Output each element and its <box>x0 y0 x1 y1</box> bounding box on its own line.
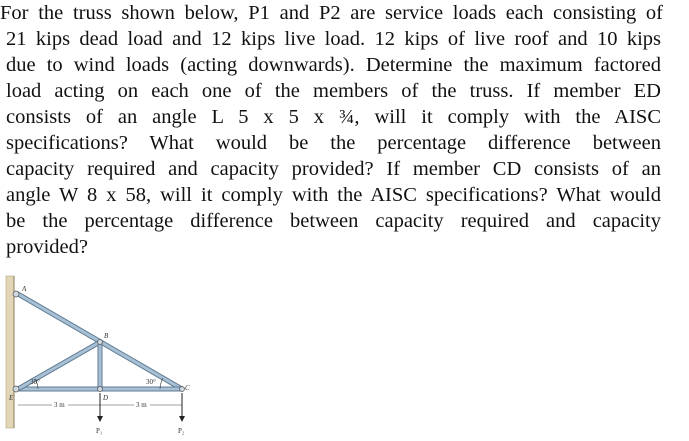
node-label-c: C <box>185 384 190 392</box>
problem-line: specifications? What would be the percentage difference between <box>6 132 661 154</box>
node-label-a: A <box>22 285 27 293</box>
problem-line: angle W 8 x 58, will it comply with the AISC specifications? What would <box>6 184 661 206</box>
pin-a <box>13 291 19 297</box>
truss-diagram <box>0 272 220 441</box>
dimension-label-right: 3 m <box>136 401 147 409</box>
problem-line: 21 kips dead load and 12 kips live load. 12 kips of live roof and 10 kips <box>6 28 661 50</box>
node-label-b: B <box>104 332 109 340</box>
node-label-d: D <box>103 394 109 402</box>
problem-line: consists of an angle L 5 x 5 x ¾, will it comply with the AISC <box>6 106 661 128</box>
load-label-p2: P₂ <box>178 427 185 435</box>
load-arrow-p1-head <box>97 416 103 422</box>
problem-line: provided? <box>6 236 88 258</box>
problem-line: For the truss shown below, P1 and P2 are service loads each consisting of <box>0 2 663 24</box>
problem-line: load acting on each one of the members of the truss. If member ED <box>6 80 661 102</box>
pin-b <box>98 340 103 345</box>
problem-line: capacity required and capacity provided? If member CD consists of an <box>6 158 661 180</box>
truss-figure <box>0 272 220 441</box>
angle-label-right: 30° <box>146 378 156 386</box>
load-p2 <box>179 393 185 422</box>
angle-label-left: 30° <box>30 378 40 386</box>
node-label-e: E <box>9 394 14 402</box>
problem-line: due to wind loads (acting downwards). Determine the maximum factored <box>6 54 661 76</box>
problem-line: be the percentage difference between capacity required and capacity <box>6 210 661 232</box>
dimension-label-left: 3 m <box>54 401 65 409</box>
load-label-p1: P₁ <box>96 427 103 435</box>
load-arrow-p2-head <box>179 416 185 422</box>
pin-e <box>13 386 19 392</box>
pin-d <box>98 387 103 392</box>
wall-support <box>6 276 14 428</box>
pin-c <box>180 387 185 392</box>
